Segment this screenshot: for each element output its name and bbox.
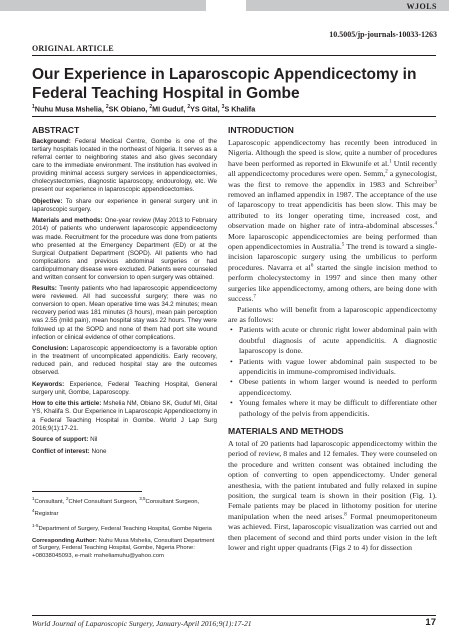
footnotes (32, 495, 217, 564)
indication-list (228, 325, 437, 419)
abstract-methods (32, 217, 217, 281)
doi-link[interactable]: 10.5005/jp-journals-10033-1263 (329, 30, 437, 39)
methods-label: Materials and methods: (32, 217, 103, 225)
intro-text-d: removed an inflamed appendix in 1987. The acceptance of the use of laparoscopy to treat appendicitis has been slow. This may be attributed to its longer operating time, increased cost, and observation made on higher rate of intra-abdominal abscesses. (228, 190, 437, 231)
role-3: Consultant Surgeon, (145, 498, 200, 505)
article-type: ORIGINAL ARTICLE (32, 44, 114, 53)
background-text: Federal Medical Centre, Gombe is one of the tertiary hospitals located in the northeast of Nigeria. It serves as a referral center to neighboring states and also gives secondary care to the immediate environment. The institution has evolved in providing minimal access surgery services in appendicectomies, cholecystectomies, diagnostic laparoscopy, endourology, etc. We present our experience in laparoscopic appendicectomies. (32, 138, 217, 194)
cite-text: Mshelia NM, Obiano SK, Guduf MI, Gital YS, Khalifa S. Our Experience in Laparoscopic Appendicectomy in a Federal Teaching Hospital in Gombe. World J Lap Surg 2016;9(1):17-21. (32, 400, 217, 432)
author-3-affil: 2 (149, 104, 153, 110)
intro-text-e: More laparoscopic appendicectomies are being performed than open appendicectomies in Australia. (228, 231, 437, 252)
cite-label: How to cite this article: (32, 400, 102, 408)
objective-text: To share our experience in general surgery unit in laparoscopic surgery. (32, 197, 217, 213)
methods-body-a: A total of 20 patients had laparoscopic appendicectomy within the period of review, 8 males and 12 females. They were counseled on the procedure and written consent was obtained including the option of converting to open appendicectomy. Under general anesthesia, with the patient intubated and fully relaxed in supine position, the surgical team is shown in their position (Fig. 1). Female patients may be placed in lithotomy position for uterine manipulation when the need arises. (228, 438, 437, 521)
corresponding-author (32, 538, 217, 561)
page-number: 17 (425, 617, 436, 628)
author-5-affil: 3 (221, 104, 225, 110)
corr-label: Corresponding Author: (32, 537, 97, 544)
author-4: YS Gital, (190, 104, 222, 114)
introduction-heading: INTRODUCTION (228, 125, 294, 135)
support-text: Nil (88, 436, 98, 444)
keywords-label: Keywords: (32, 380, 65, 388)
intro-text-g: started the single incision method to perform cholecystectomy in 1997 and since then many other surgeries like appendicectomy, among others, are being done with success. (228, 262, 437, 304)
role-2: Chief Consultant Surgeon, (68, 498, 140, 505)
intro-paragraph-2: Patients who will benefit from a laparoscopic appendicectomy are as follows: (228, 304, 437, 324)
methods-text: One-year review (May 2013 to February 2014) of patients who underwent laparoscopic appendicectomy was made. Recruitment for the procedure was done from patients who presented at the Emergency Department (ED) or at the Surgical Outpatient Department (SOPD). All patients who had complications and previous abdominal surgeries or had cardiopulmonary disease were excluded. Patients were counseled and written consent for conversion to open surgery was obtained. (32, 217, 217, 281)
author-3: MI Guduf, (152, 104, 188, 114)
support-label: Source of support: (32, 436, 89, 444)
intro-text-a: Laparoscopic appendicectomy has recently been introduced in Nigeria. Although the speed is slow, quite a number of procedures have been performed as reported in Ekwunife et al. (228, 138, 437, 168)
author-1-affil: 1 (32, 104, 35, 110)
list-item: • Young females where it may be difficult to differentiate other pathology of the pelvis from appendicitis. (228, 398, 437, 419)
author-4-affil: 2 (187, 104, 191, 110)
abstract-background (32, 138, 217, 194)
methods-body-b: Formal pneumoperitoneum was achieved. First, laparoscopic visualization was carried out and then placement of second and third ports under vision in the left lower and right upper quadrants (Figs 2 to 4) for dissection (228, 511, 437, 553)
results-label: Results: (32, 285, 57, 293)
methods-paragraph: A total of 20 patients had laparoscopic appendicectomy within the period of review, 8 males and 12 females. They were counseled on the procedure and written consent was obtained including the option of converting to open appendicectomy. Under general anesthesia, with the patient intubated and fully relaxed in supine position, the surgical team is shown in their position (Fig. 1). Female patients may be placed in lithotomy position for uterine manipulation when the need arises.$^8$ Formal pneumoperitoneum was achieved. First, laparoscopic visualization was carried out and then placement of second and third ports under vision in the left lower and right upper quadrants (Figs 2 to 4) for dissection (228, 438, 437, 553)
corr-text: Nuhu Musa Mshelia, Consultant Department of Surgery, Federal Teaching Hospital, Gombe, Nigeria Phone: +08038045093, e-mail: msheliamuhu@yahoo.com (32, 537, 215, 559)
abstract-column (32, 125, 217, 459)
journal-citation-footer: World Journal of Laparoscopic Surgery, January-April 2016;9(1):17-21 (32, 619, 252, 628)
intro-text-f: The trend is toward a single-incision laparoscopic surgery using the umbilicus to perform procedures. Navarra et al (228, 242, 437, 272)
abstract-heading: ABSTRACT (32, 125, 80, 135)
list-item: • Patients with vague lower abdominal pain suspected to be appendicitis in immune-compromised individuals. (228, 357, 437, 378)
header-band (0, 0, 449, 11)
journal-tag: WJOLS (406, 2, 437, 11)
author-5: S Khalifa (224, 104, 256, 114)
author-2: SK Obiano, (108, 104, 150, 114)
source-of-support (32, 436, 217, 444)
conflict-label: Conflict of interest: (32, 447, 90, 455)
author-2-affil: 2 (105, 104, 109, 110)
citation (32, 400, 217, 432)
list-item: • Obese patients in whom larger wound is needed to perform appendicectomy. (228, 377, 437, 398)
intro-paragraph-1: Laparoscopic appendicectomy has recently been introduced in Nigeria. Although the speed is slow, quite a number of procedures have been performed as reported in Ekwunife et al.$^1$ Until recently all appendicectomy procedures were open. Semm,$^2$ a gynecologist, was the first to remove the appendix in 1983 and Schreiber$^3$ removed an inflamed appendix in 1987. The acceptance of the use of laparoscopy to treat appendicitis has been slow. This may be attributed to its longer operating time, increased cost, and observation made on higher rate of intra-abdominal abscesses.$^4$ More laparoscopic appendicectomies are being performed than open appendicectomies in Australia.$^5$ The trend is toward a single-incision laparoscopic surgery using the umbilicus to perform procedures. Navarra et $al^6$ started the single incision method to perform cholecystectomy in 1997 and since then many other surgeries like appendicectomy, among others, are being done with success.$^7$ (228, 138, 437, 304)
body-column (228, 125, 437, 553)
footnote-divider (32, 491, 142, 492)
conflict-text: None (89, 447, 107, 455)
author-list (32, 104, 255, 113)
role-1: Consultant, (34, 498, 66, 505)
intro-text-c: a gynecologist, was the first to remove the appendix in 1983 and Schreiber (228, 169, 437, 189)
keywords-text: Experience, Federal Teaching Hospital, General surgery unit, Gombe, Laparoscopy. (32, 380, 217, 396)
article-title: Our Experience in Laparoscopic Appendicectomy in Federal Teaching Hospital in Gombe (32, 66, 417, 102)
footer-divider (32, 615, 436, 616)
abstract-keywords (32, 381, 217, 397)
objective-label: Objective: (32, 197, 63, 205)
conclusion-label: Conclusion: (32, 345, 69, 353)
conclusion-text: Laparoscopic appendicectomy is a favorable option in the treatment of uncomplicated appendicitis. Early recovery, reduced pain, and reduced hospital stay are the outcomes observed. (32, 345, 217, 377)
affiliation-department: $^{1-5}$Department of Surgery, Federal Teaching Hospital, Gombe Nigeria (32, 523, 212, 533)
role-4: Registrar (34, 510, 59, 517)
abstract-objective (32, 198, 217, 214)
conflict-of-interest (32, 448, 217, 456)
results-text: Twenty patients who had laparoscopic appendicectomy were reviewed. All had successful surgery; there was no conversion to open. Mean operative time was 34.2 minutes; mean recovery period was 181 minutes (3 hours), mean pain perception was 2.55 (mild pain), mean hospital stay was 22 hours. They were followed up at the SOPD and none of them had port site wound infection or clinical evidence of other complications. (32, 285, 217, 341)
header-band-gap (206, 0, 246, 11)
department-text: Department of Surgery, Federal Teaching Hospital, Gombe Nigeria (38, 526, 212, 533)
header-divider (32, 55, 436, 56)
intro-text-b: Until recently all appendicectomy procedures were open. Semm, (228, 158, 437, 179)
affiliation-roles: $^1$Consultant, $^2$Chief Consultant Surgeon, $^{3,5}$Consultant Surgeon, $^4$Registrar (32, 496, 200, 517)
list-item: • Patients with acute or chronic right lower abdominal pain with doubtful diagnosis of acute appendicitis. A diagnostic laparoscopy is done. (228, 325, 437, 356)
abstract-conclusion (32, 345, 217, 377)
author-1: Nuhu Musa Mshelia, (34, 104, 106, 114)
methods-heading: MATERIALS AND METHODS (228, 425, 344, 436)
authors-divider (32, 116, 436, 117)
abstract-results (32, 285, 217, 341)
background-label: Background: (32, 138, 71, 145)
